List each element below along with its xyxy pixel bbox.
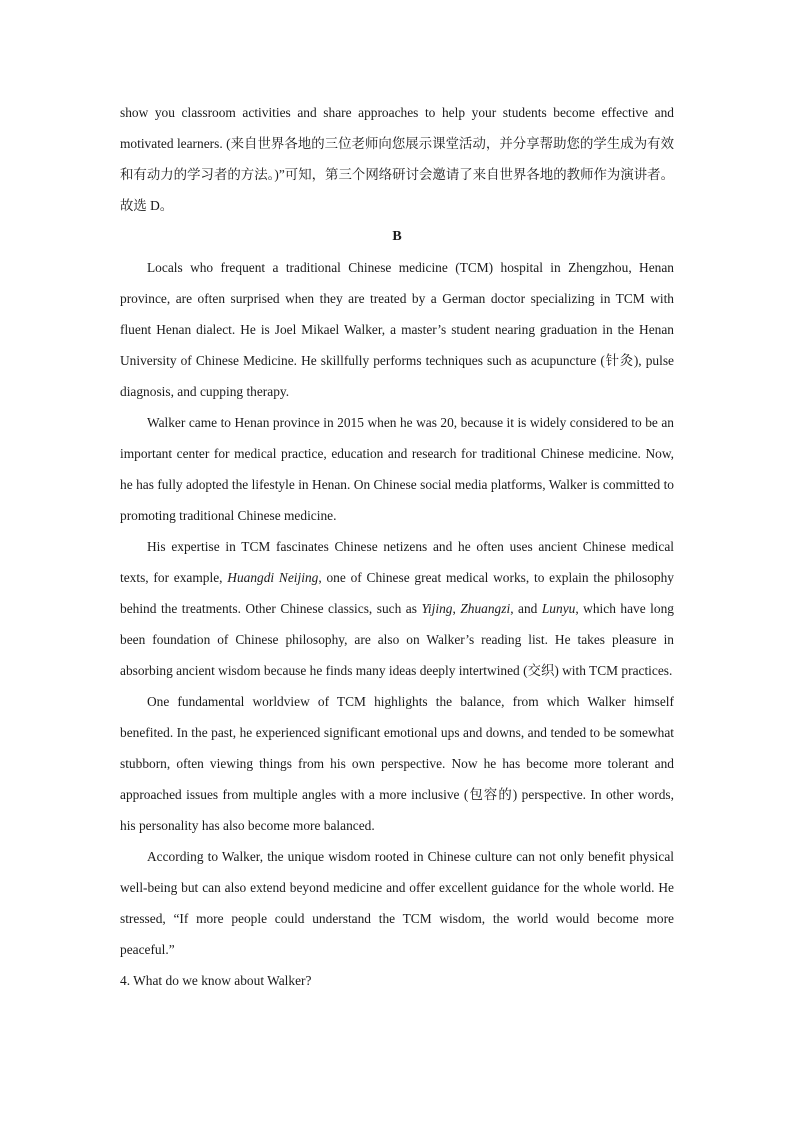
book-title-zhuangzi: Zhuangzi	[460, 601, 511, 616]
book-title-yijing: Yijing	[421, 601, 453, 616]
paragraph-3-text-5: , which have long been foundation of Chinese philosophy, are also on Walker’s reading list. He takes pleasure in absorbing ancient wisdom because he finds many ideas deeply intertwined (交织) with TCM practices.	[120, 601, 674, 678]
paragraph-3-text-3: ,	[452, 601, 461, 616]
passage-paragraph-2: Walker came to Henan province in 2015 when he was 20, because it is widely considered to be an important center for medical practice, education and research for traditional Chinese medicine. Now, he has fully adopted the lifestyle in Henan. On Chinese social media platforms, Walker is committed to promoting traditional Chinese medicine.	[120, 415, 674, 523]
section-heading: B	[392, 229, 402, 244]
passage-paragraph-5: According to Walker, the unique wisdom rooted in Chinese culture can not only benefit physical well-being but can also extend beyond medicine and offer excellent guidance for the whole world. He stressed, “If more people could understand the TCM wisdom, the world would become more peaceful.”	[120, 849, 674, 957]
document-page	[120, 97, 674, 996]
passage-paragraph-3	[120, 531, 674, 686]
book-title-huangdi-neijing: Huangdi Neijing	[227, 570, 319, 585]
paragraph-3-text-2: , one of Chinese great medical works, to explain the philosophy behind the treatments. Other Chinese classics, such as	[120, 570, 674, 616]
book-title-lunyu: Lunyu	[541, 601, 576, 616]
passage-paragraph-1: Locals who frequent a traditional Chinese medicine (TCM) hospital in Zhengzhou, Henan province, are often surprised when they are treated by a German doctor specializing in TCM with fluent Henan dialect. He is Joel Mikael Walker, a master’s student nearing graduation in the Henan University of Chinese Medicine. He skillfully performs techniques such as acupuncture (针灸), pulse diagnosis, and cupping therapy.	[120, 260, 674, 399]
passage-paragraph-4: One fundamental worldview of TCM highlights the balance, from which Walker himself benefited. In the past, he experienced significant emotional ups and downs, and tended to be somewhat stubborn, often viewing things from his own perspective. Now he has become more tolerant and approached issues from multiple angles with a more inclusive (包容的) perspective. In other words, his personality has also become more balanced.	[120, 694, 674, 833]
paragraph-3-text-4: , and	[510, 601, 542, 616]
question-4: 4. What do we know about Walker?	[120, 973, 312, 988]
intro-paragraph: show you classroom activities and share approaches to help your students become effective and motivated learners. (来自世界各地的三位老师向您展示课堂活动，并分享帮助您的学生成为有效和有动力的学习者的方法。)”可知，第三个网络研讨会邀请了来自世界各地的教师作为演讲者。故选 D。	[120, 105, 674, 213]
paragraph-3-text-1: His expertise in TCM fascinates Chinese netizens and he often uses ancient Chinese medical texts, for example,	[120, 539, 674, 585]
